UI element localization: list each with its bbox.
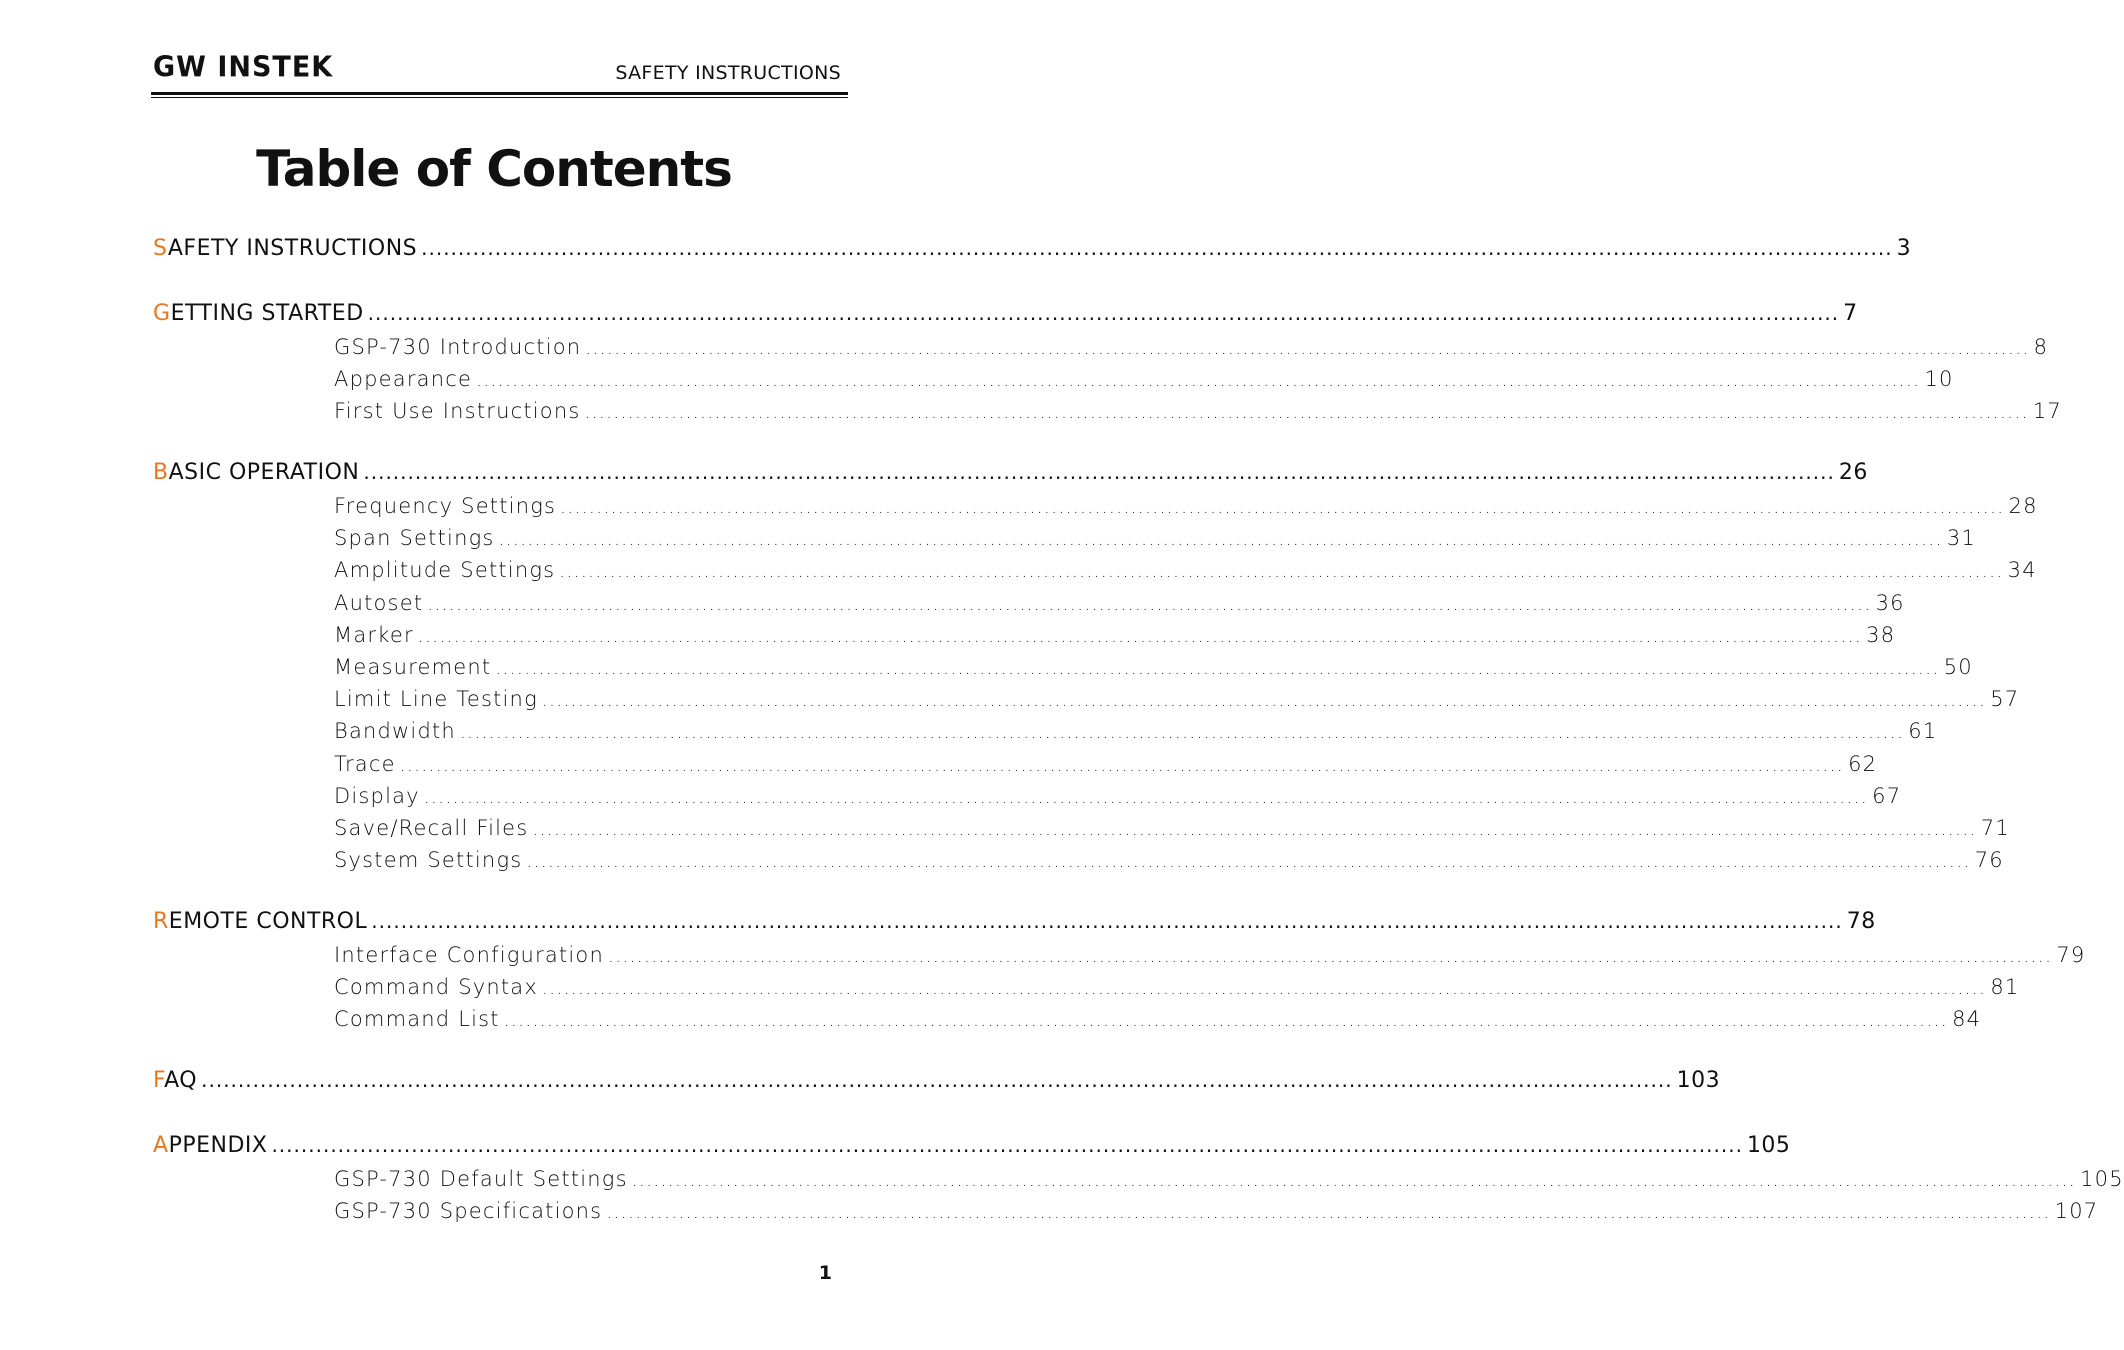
toc-section-page: 84: [1952, 1007, 1982, 1032]
toc-section-page: 76: [1974, 848, 2004, 873]
dot-leader: ........................................................................................................................................................................................................: [526, 851, 1971, 873]
toc-section-entry[interactable]: [334, 687, 2020, 712]
dot-leader: ........................................................................................................................................................................................................: [363, 460, 1835, 484]
toc-section-entry[interactable]: [334, 399, 2062, 424]
toc-section-label: GSP-730 Specifications: [334, 1199, 603, 1224]
toc-section-label: Measurement: [334, 655, 492, 679]
toc-chapter-entry[interactable]: [153, 460, 1868, 485]
toc-section-entry[interactable]: [334, 751, 1878, 776]
chapter-initial: B: [153, 460, 169, 485]
dot-leader: ........................................................................................................................................................................................................: [495, 658, 1940, 679]
toc-chapter-page: 3: [1896, 236, 1912, 261]
toc-chapter-entry[interactable]: [153, 301, 1858, 326]
dot-leader: ........................................................................................................................................................................................................: [532, 819, 1977, 840]
dot-leader: ........................................................................................................................................................................................................: [367, 301, 1840, 325]
dot-leader: ........................................................................................................................................................................................................: [371, 909, 1843, 933]
dot-leader: ........................................................................................................................................................................................................: [427, 593, 1872, 615]
toc-section-label: Trace: [334, 751, 396, 776]
toc-section-label: Marker: [334, 622, 414, 647]
toc-chapter-label: [153, 460, 359, 485]
toc-section-page: 67: [1872, 783, 1902, 808]
toc-chapter-page: 7: [1843, 301, 1858, 326]
chapter-initial: A: [153, 1133, 169, 1158]
chapter-initial: F: [153, 1068, 165, 1093]
toc-chapter-label: [153, 1068, 197, 1093]
chapter-title-rest: AQ: [164, 1068, 198, 1093]
toc-section-label: Appearance: [334, 367, 473, 392]
toc-section-entry[interactable]: [334, 1167, 2124, 1191]
chapter-title-rest: ETTING STARTED: [170, 301, 364, 326]
toc-section-entry[interactable]: [334, 367, 1954, 392]
toc-section-page: 28: [2008, 494, 2038, 518]
toc-chapter-entry[interactable]: [153, 1133, 1791, 1158]
toc-section-page: 62: [1848, 751, 1878, 776]
toc-section-page: 50: [1943, 655, 1973, 679]
toc-chapter-page: 26: [1838, 460, 1868, 485]
toc-section-label: Limit Line Testing: [334, 687, 538, 712]
toc-section-page: 31: [1946, 526, 1976, 551]
toc-chapter-entry[interactable]: [153, 236, 1912, 261]
toc-section-entry[interactable]: [334, 622, 1896, 647]
page-title: Table of Contents: [256, 140, 732, 198]
chapter-title-rest: ASIC OPERATION: [168, 460, 360, 485]
chapter-initial: R: [153, 909, 169, 934]
running-header: SAFETY INSTRUCTIONS: [615, 62, 841, 84]
dot-leader: ........................................................................................................................................................................................................: [503, 1010, 1949, 1032]
toc-section-label: Command List: [334, 1007, 500, 1032]
toc-section-entry[interactable]: [334, 848, 2004, 873]
toc-section-page: 10: [1924, 367, 1954, 392]
toc-section-entry[interactable]: [334, 590, 1905, 615]
toc-chapter-entry[interactable]: [153, 1068, 1721, 1093]
toc-section-label: GSP-730 Introduction: [334, 335, 582, 359]
toc-section-label: Amplitude Settings: [334, 558, 556, 583]
dot-leader: ........................................................................................................................................................................................................: [423, 786, 1869, 808]
toc-section-entry[interactable]: [334, 558, 2037, 583]
toc-section-entry[interactable]: [334, 783, 1902, 808]
toc-section-label: Autoset: [334, 590, 424, 615]
toc-section-page: 8: [2033, 335, 2049, 359]
chapter-initial: S: [153, 236, 168, 261]
dot-leader: ........................................................................................................................................................................................................: [606, 1202, 2051, 1224]
toc-section-label: Span Settings: [334, 526, 495, 551]
dot-leader: ........................................................................................................................................................................................................: [459, 722, 1905, 744]
toc-section-page: 105: [2080, 1167, 2124, 1191]
chapter-title-rest: EMOTE CONTROL: [168, 909, 368, 934]
toc-section-label: Interface Configuration: [334, 943, 604, 967]
toc-chapter-page: 103: [1676, 1068, 1721, 1093]
toc-section-page: 17: [2032, 399, 2062, 424]
toc-section-page: 81: [1990, 975, 2020, 1000]
toc-section-page: 38: [1866, 622, 1896, 647]
chapter-initial: G: [153, 301, 171, 326]
toc-chapter-page: 78: [1846, 909, 1876, 934]
toc-section-page: 57: [1990, 687, 2020, 712]
dot-leader: ........................................................................................................................................................................................................: [417, 625, 1863, 647]
toc-section-page: 71: [1980, 816, 2010, 840]
toc-section-page: 107: [2054, 1199, 2099, 1224]
toc-section-entry[interactable]: [334, 1007, 1982, 1032]
toc-chapter-label: [153, 236, 417, 261]
toc-section-page: 79: [2056, 943, 2086, 967]
dot-leader: ........................................................................................................................................................................................................: [498, 529, 1943, 551]
toc-chapter-entry[interactable]: [153, 909, 1876, 934]
toc-section-entry[interactable]: [334, 943, 2086, 967]
toc-section-label: Bandwidth: [334, 719, 456, 744]
chapter-title-rest: AFETY INSTRUCTIONS: [167, 236, 418, 261]
dot-leader: ........................................................................................................................................................................................................: [201, 1068, 1673, 1092]
dot-leader: ........................................................................................................................................................................................................: [607, 946, 2053, 967]
toc-chapter-label: [153, 301, 364, 326]
toc-section-page: 36: [1875, 590, 1905, 615]
dot-leader: ........................................................................................................................................................................................................: [631, 1170, 2077, 1191]
dot-leader: ........................................................................................................................................................................................................: [271, 1133, 1743, 1157]
dot-leader: ........................................................................................................................................................................................................: [585, 338, 2030, 359]
toc-section-entry[interactable]: [334, 494, 2038, 518]
toc-section-entry[interactable]: [334, 1199, 2099, 1224]
dot-leader: ........................................................................................................................................................................................................: [421, 236, 1893, 260]
page-number: 1: [818, 1262, 832, 1284]
toc-section-label: Display: [334, 783, 420, 808]
dot-leader: ........................................................................................................................................................................................................: [476, 370, 1921, 392]
dot-leader: ........................................................................................................................................................................................................: [399, 754, 1845, 776]
toc-section-page: 34: [2007, 558, 2037, 583]
toc-section-entry[interactable]: [334, 719, 1938, 744]
toc-chapter-page: 105: [1746, 1133, 1791, 1158]
dot-leader: ........................................................................................................................................................................................................: [560, 497, 2005, 518]
toc-chapter-label: [153, 909, 367, 934]
dot-leader: ........................................................................................................................................................................................................: [542, 978, 1987, 1000]
toc-section-label: Save/Recall Files: [334, 816, 529, 840]
toc-section-page: 61: [1908, 719, 1938, 744]
toc-section-entry[interactable]: [334, 975, 2020, 1000]
toc-section-entry[interactable]: [334, 816, 2010, 840]
dot-leader: ........................................................................................................................................................................................................: [541, 690, 1987, 712]
toc-section-label: Frequency Settings: [334, 494, 557, 518]
toc-section-label: GSP-730 Default Settings: [334, 1167, 628, 1191]
toc-section-label: Command Syntax: [334, 975, 539, 1000]
chapter-title-rest: PPENDIX: [168, 1133, 268, 1158]
toc-section-label: First Use Instructions: [334, 399, 581, 424]
toc-section-entry[interactable]: [334, 655, 1973, 679]
toc-section-entry[interactable]: [334, 335, 2049, 359]
dot-leader: ........................................................................................................................................................................................................: [584, 402, 2029, 424]
toc-section-label: System Settings: [334, 848, 523, 873]
brand-logo: GW INSTEK: [153, 51, 334, 84]
toc-chapter-label: [153, 1133, 267, 1158]
toc-section-entry[interactable]: [334, 526, 1976, 551]
dot-leader: ........................................................................................................................................................................................................: [559, 561, 2004, 583]
